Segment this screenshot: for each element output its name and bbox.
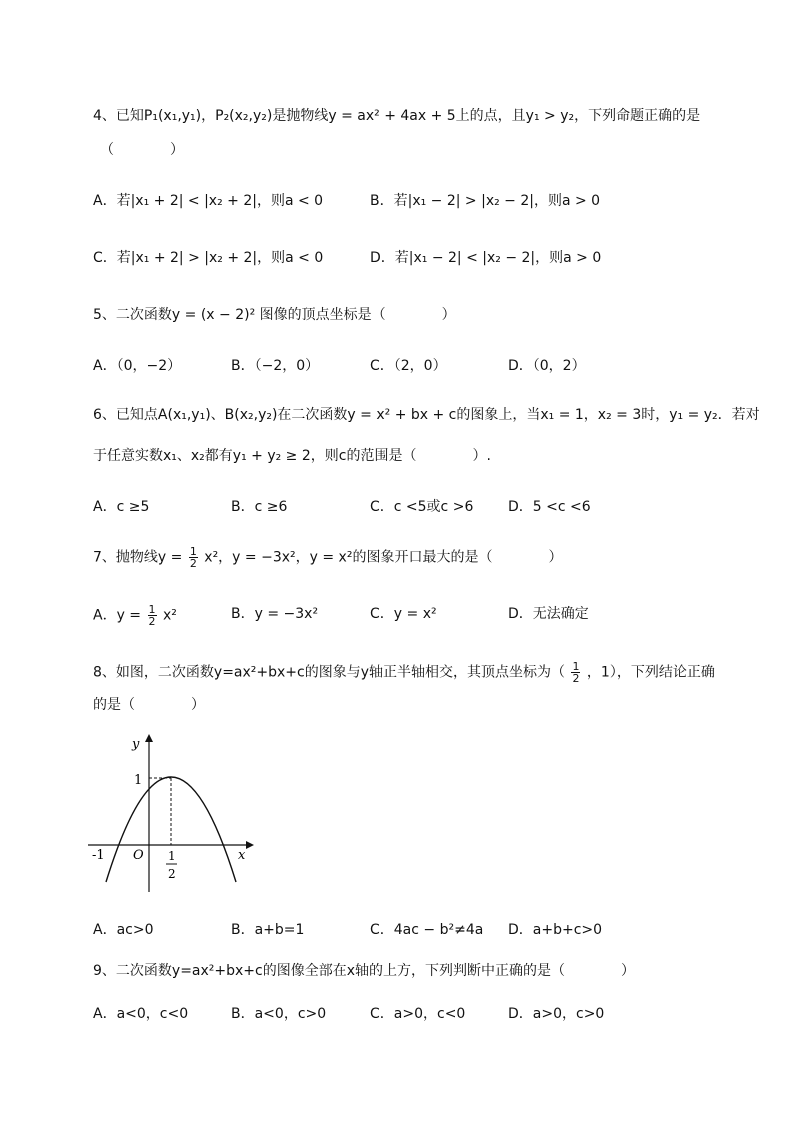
q8-stem-end: ，1），下列结论正确 (586, 664, 715, 681)
q5-option-a: A．（0，−2） (93, 358, 182, 374)
q5-option-b: B．（−2，0） (231, 358, 320, 374)
x-axis-label: x (238, 848, 246, 863)
x-tick-half-denominator: 2 (168, 867, 176, 881)
q7-option-a (93, 604, 177, 627)
q6-stem-line2: 于任意实数x₁、x₂都有y₁ + y₂ ≥ 2，则c的范围是（ ）. (93, 448, 491, 464)
q7-option-a-fraction (148, 604, 157, 627)
q7-option-c: C．y = x² (370, 606, 437, 622)
q7-option-a-start: A．y = (93, 607, 142, 624)
q8-fraction-denominator: 2 (572, 672, 580, 685)
x-tick-half-numerator: 1 (168, 849, 176, 863)
y-axis-label: y (132, 737, 140, 752)
q8-option-c: C．4ac − b²≠4a (370, 922, 484, 938)
q4-answer-paren: （ ） (100, 142, 184, 158)
q4-option-c: C．若|x₁ + 2| > |x₂ + 2|，则a < 0 (93, 250, 324, 266)
q7-option-a-end: x² (162, 607, 177, 624)
y-tick-one: 1 (134, 773, 143, 788)
q9-option-d: D．a>0，c>0 (508, 1006, 605, 1022)
q5-option-d: D．（0，2） (508, 358, 586, 374)
q7-stem (93, 546, 562, 569)
q7-fraction-numerator: 1 (189, 545, 197, 558)
q9-option-a: A．a<0，c<0 (93, 1006, 189, 1022)
q7-option-b: B．y = −3x² (231, 606, 319, 622)
q9-stem: 9、二次函数y=ax²+bx+c的图像全部在x轴的上方，下列判断中正确的是（ ） (93, 963, 636, 979)
q7-option-a-numerator: 1 (148, 603, 156, 616)
x-axis-arrow (246, 841, 254, 849)
q6-option-a: A．c ≥5 (93, 499, 150, 515)
q7-option-a-denominator: 2 (148, 615, 156, 628)
q6-option-c: C．c <5或c >6 (370, 499, 474, 515)
q8-option-a: A．ac>0 (93, 922, 154, 938)
q7-fraction-denominator: 2 (189, 557, 197, 570)
q5-option-c: C．（2，0） (370, 358, 447, 374)
q8-option-d: D．a+b+c>0 (508, 922, 603, 938)
q7-stem-start: 7、抛物线y = (93, 549, 183, 566)
q8-stem-start: 8、如图，二次函数y=ax²+bx+c的图象与y轴正半轴相交，其顶点坐标为（ (93, 664, 566, 681)
q4-option-a: A．若|x₁ + 2| < |x₂ + 2|，则a < 0 (93, 193, 324, 209)
q4-option-d: D．若|x₁ − 2| < |x₂ − 2|，则a > 0 (370, 250, 602, 266)
q9-option-c: C．a>0，c<0 (370, 1006, 466, 1022)
q7-fraction (189, 546, 198, 569)
x-tick-neg-one: -1 (92, 848, 105, 863)
q8-option-b: B．a+b=1 (231, 922, 305, 938)
origin-label: O (133, 848, 144, 863)
q6-stem-line1: 6、已知点A(x₁,y₁)、B(x₂,y₂)在二次函数y = x² + bx + c的图象上，当x₁ = 1，x₂ = 3时，y₁ = y₂．若对 (93, 407, 760, 423)
q4-stem: 4、已知P₁(x₁,y₁)，P₂(x₂,y₂)是抛物线y = ax² + 4ax + 5上的点，且y₁ > y₂，下列命题正确的是 (93, 108, 701, 124)
y-axis-arrow (145, 734, 153, 742)
q8-stem-line1 (93, 661, 715, 684)
q5-stem: 5、二次函数y = (x − 2)² 图像的顶点坐标是（ ） (93, 307, 456, 323)
q8-fraction-numerator: 1 (572, 660, 580, 673)
q8-fraction (571, 661, 580, 684)
q8-parabola-graph (88, 732, 258, 902)
q9-option-b: B．a<0，c>0 (231, 1006, 327, 1022)
q6-option-d: D．5 <c <6 (508, 499, 591, 515)
q4-option-b: B．若|x₁ − 2| > |x₂ − 2|，则a > 0 (370, 193, 601, 209)
q6-option-b: B．c ≥6 (231, 499, 288, 515)
q7-stem-end: x²，y = −3x²，y = x²的图象开口最大的是（ ） (204, 549, 563, 566)
q8-stem-line2: 的是（ ） (93, 697, 205, 713)
q7-option-d: D．无法确定 (508, 606, 589, 622)
